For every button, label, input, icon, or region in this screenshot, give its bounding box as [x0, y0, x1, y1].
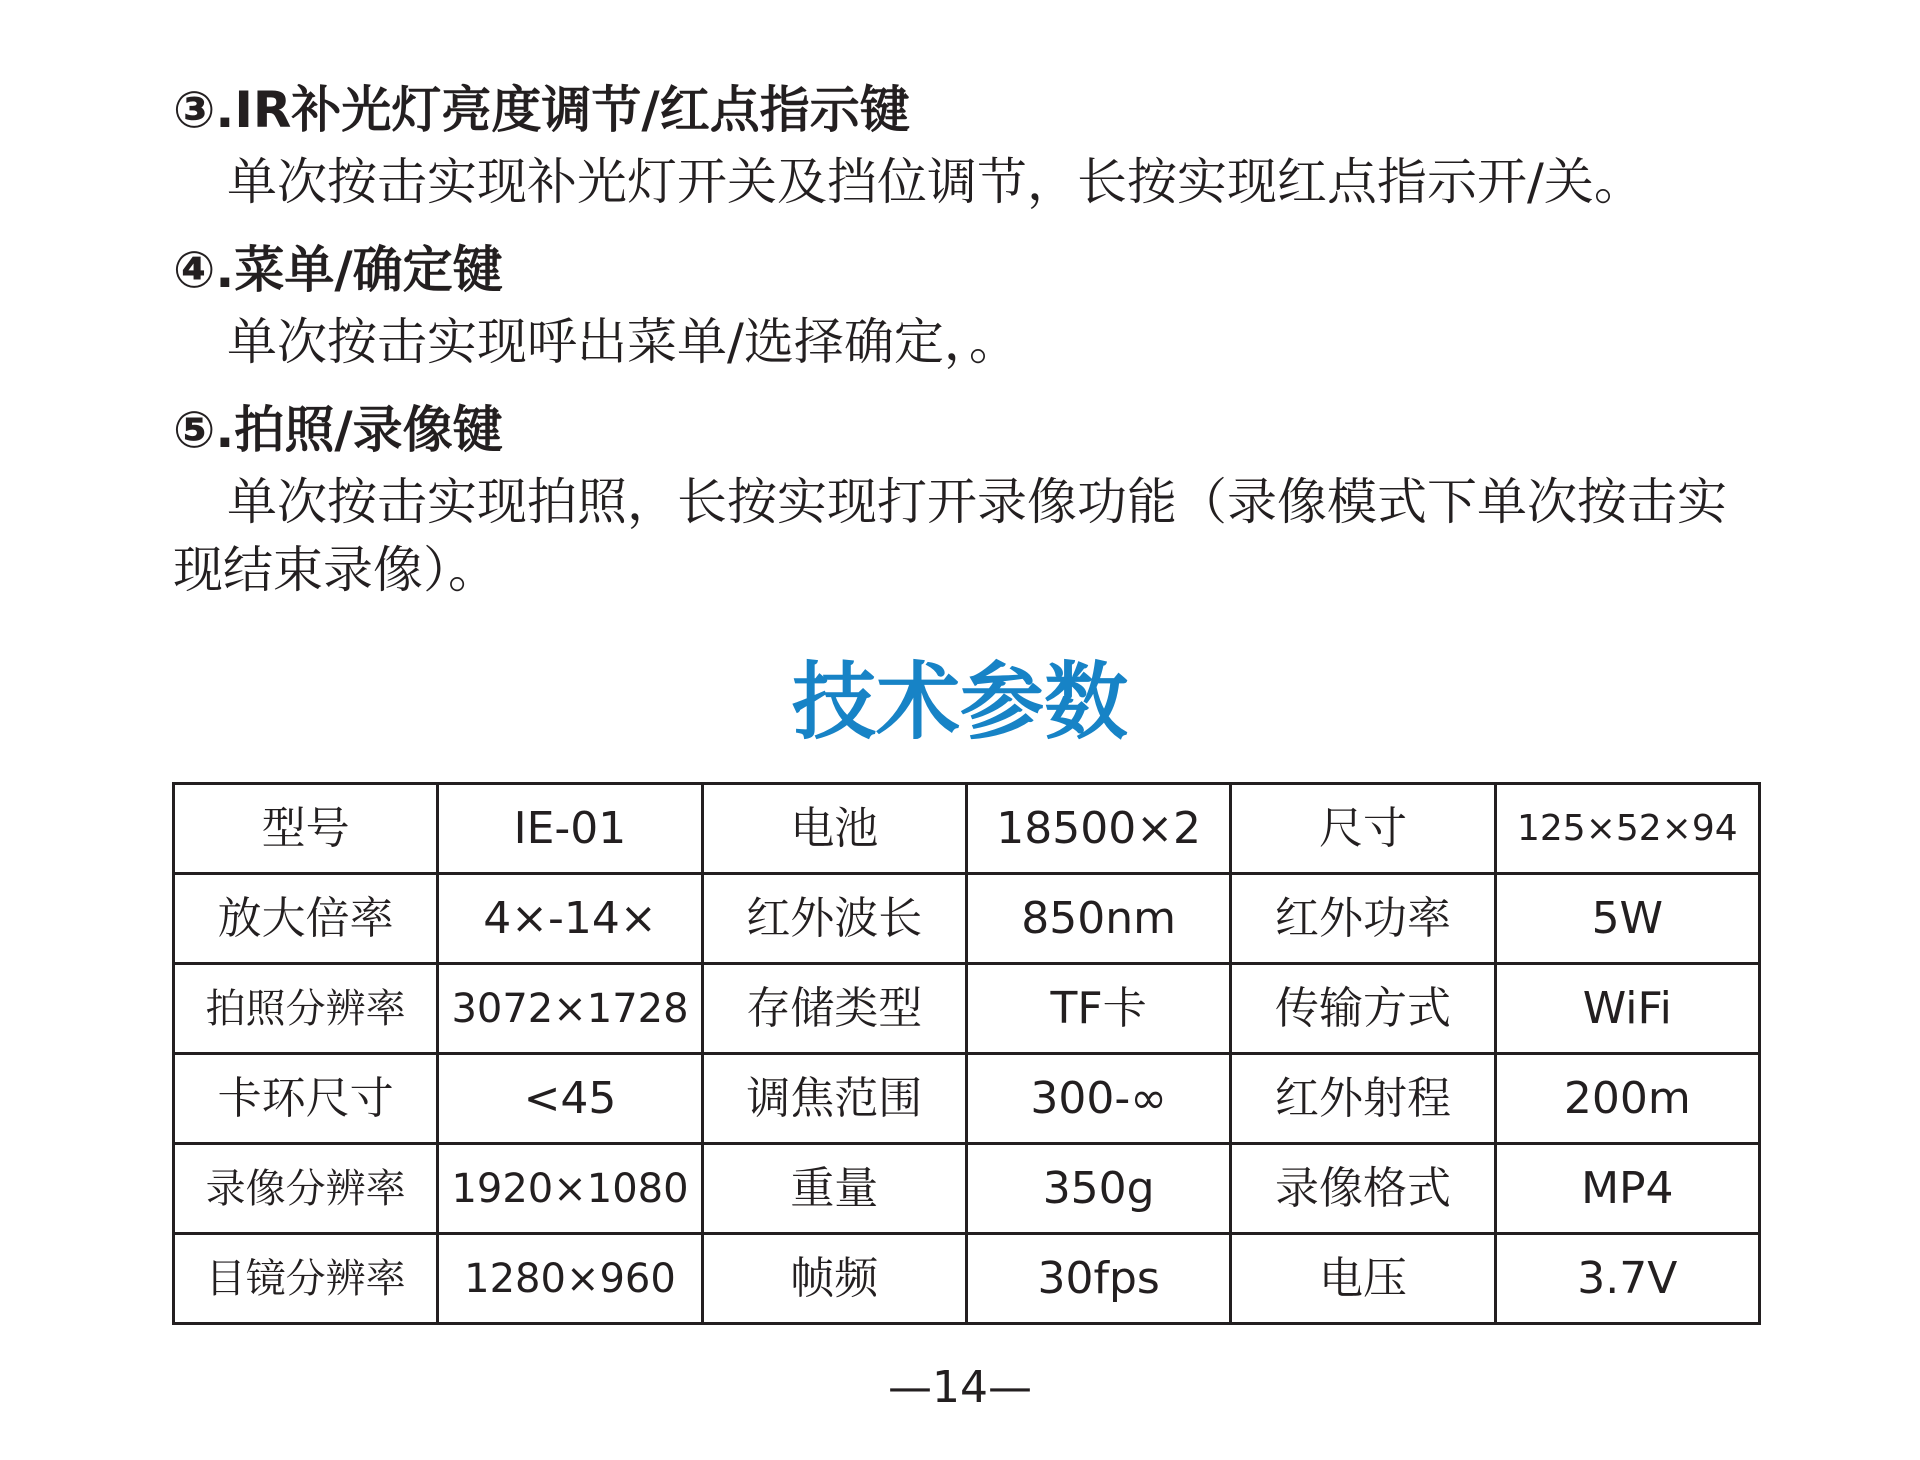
table-cell: 350g — [966, 1144, 1230, 1234]
table-row — [174, 1234, 1760, 1324]
table-cell: 放大倍率 — [174, 874, 438, 964]
spec-table — [172, 782, 1761, 1325]
menu-key-description: 单次按击实现呼出菜单/选择确定，。 — [227, 313, 1019, 371]
table-cell: 型号 — [174, 784, 438, 874]
table-row — [174, 874, 1760, 964]
photo-record-key-description: 单次按击实现拍照，长按实现打开录像功能（录像模式下单次按击实现结束录像）。 — [173, 473, 1727, 599]
table-cell: 1920×1080 — [438, 1144, 702, 1234]
page-number: —14— — [888, 1362, 1032, 1413]
table-cell: 录像格式 — [1231, 1144, 1495, 1234]
table-cell: 目镜分辨率 — [174, 1234, 438, 1324]
table-cell: 125×52×94 — [1495, 784, 1759, 874]
table-cell: 红外射程 — [1231, 1054, 1495, 1144]
table-cell: 3.7V — [1495, 1234, 1759, 1324]
table-cell: <45 — [438, 1054, 702, 1144]
table-cell: 卡环尺寸 — [174, 1054, 438, 1144]
menu-key-heading: ④.菜单/确定键 — [173, 241, 503, 299]
table-cell: 红外波长 — [702, 874, 966, 964]
table-cell: 拍照分辨率 — [174, 964, 438, 1054]
table-cell: 存储类型 — [702, 964, 966, 1054]
table-cell: 电压 — [1231, 1234, 1495, 1324]
photo-record-key-heading: ⑤.拍照/录像键 — [173, 401, 503, 459]
table-cell: 录像分辨率 — [174, 1144, 438, 1234]
table-cell: 30fps — [966, 1234, 1230, 1324]
table-cell: TF卡 — [966, 964, 1230, 1054]
table-cell: 红外功率 — [1231, 874, 1495, 964]
table-row — [174, 1054, 1760, 1144]
table-row — [174, 1144, 1760, 1234]
table-cell: 200m — [1495, 1054, 1759, 1144]
ir-light-key-heading: ③.IR补光灯亮度调节/红点指示键 — [173, 81, 910, 139]
table-cell: 调焦范围 — [702, 1054, 966, 1144]
table-cell: 18500×2 — [966, 784, 1230, 874]
table-row — [174, 964, 1760, 1054]
table-cell: WiFi — [1495, 964, 1759, 1054]
instructions — [173, 72, 1773, 620]
table-cell: MP4 — [1495, 1144, 1759, 1234]
table-cell: 300-∞ — [966, 1054, 1230, 1144]
ir-light-key-description: 单次按击实现补光灯开关及挡位调节，长按实现红点指示开/关。 — [227, 153, 1644, 211]
table-cell: 传输方式 — [1231, 964, 1495, 1054]
spec-title: 技术参数 — [791, 653, 1128, 751]
table-cell: 尺寸 — [1231, 784, 1495, 874]
table-cell: IE-01 — [438, 784, 702, 874]
table-cell: 4×-14× — [438, 874, 702, 964]
table-cell: 1280×960 — [438, 1234, 702, 1324]
table-cell: 电池 — [702, 784, 966, 874]
table-cell: 5W — [1495, 874, 1759, 964]
table-row — [174, 784, 1760, 874]
table-cell: 帧频 — [702, 1234, 966, 1324]
table-cell: 850nm — [966, 874, 1230, 964]
table-cell: 3072×1728 — [438, 964, 702, 1054]
table-cell: 重量 — [702, 1144, 966, 1234]
